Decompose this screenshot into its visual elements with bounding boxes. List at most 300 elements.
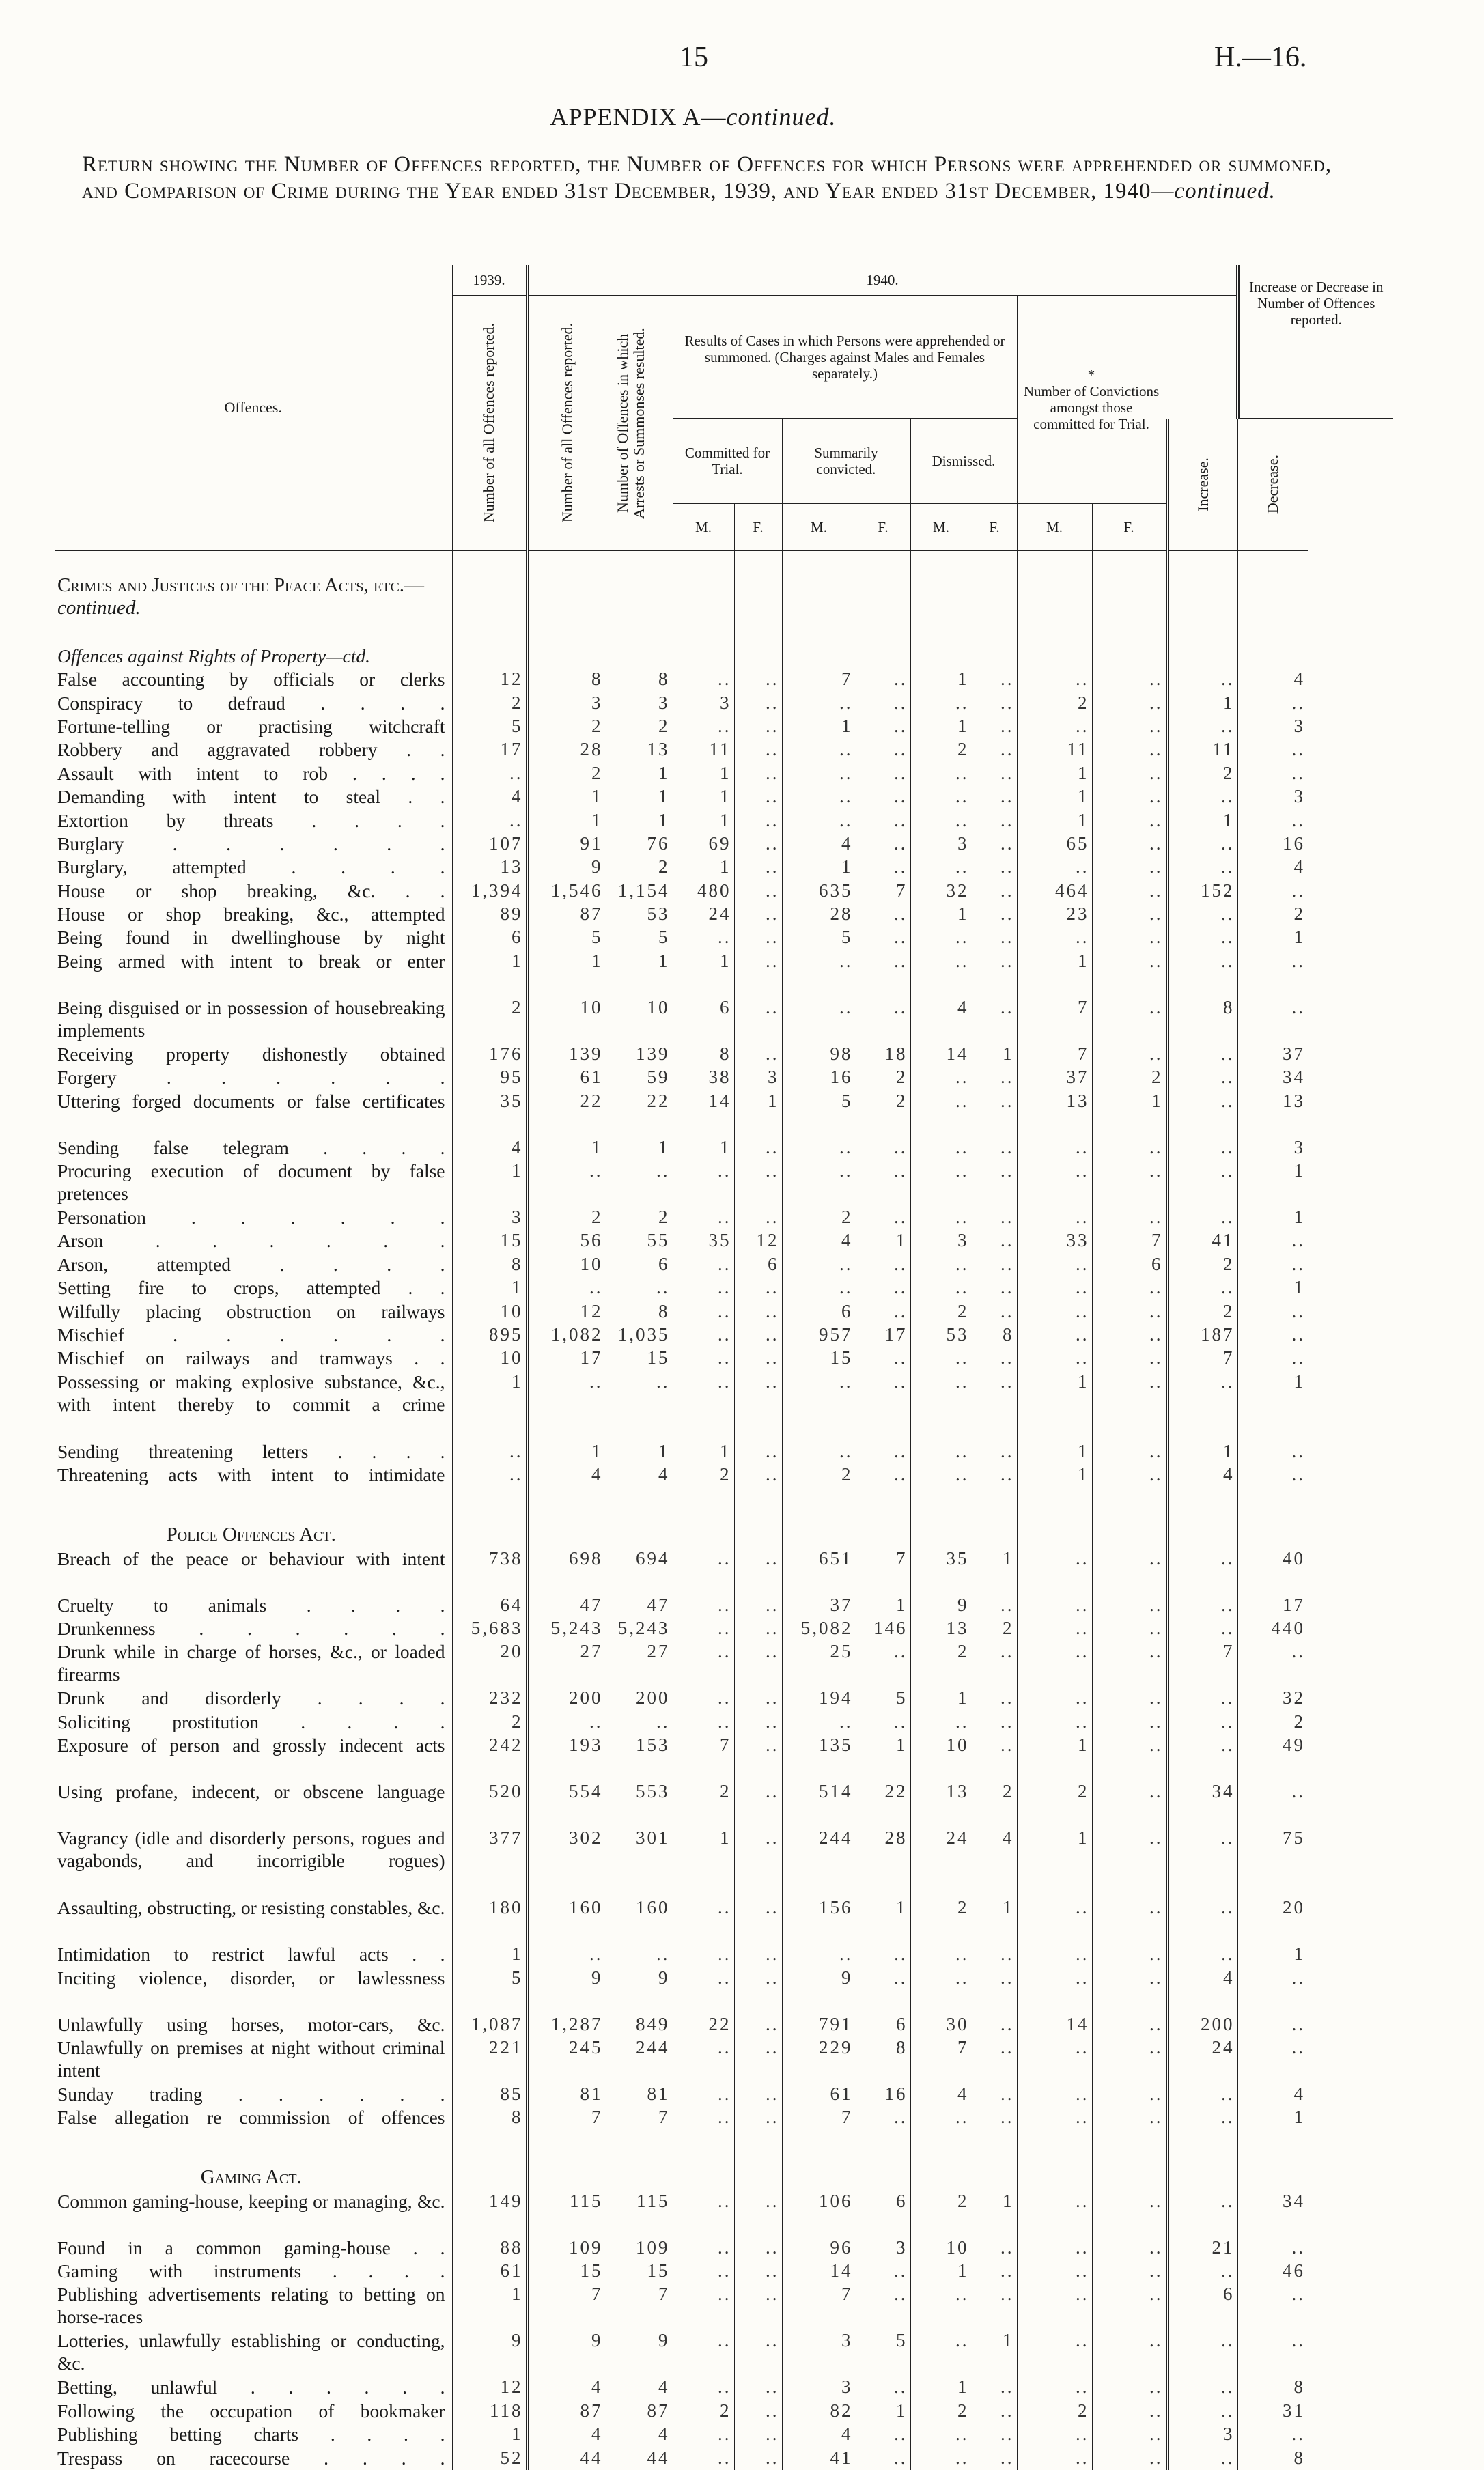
cell-value: .. (1017, 926, 1092, 949)
offence-name: Publishing betting charts . . . . (55, 2423, 452, 2446)
cell-value: 1 (527, 785, 606, 809)
cell-value: 180 (452, 1896, 527, 1943)
cell-value: 10 (606, 996, 673, 1043)
table-row (55, 903, 1393, 926)
spacer-row (55, 1510, 1393, 1524)
cell-value: .. (673, 1253, 734, 1276)
cell-value: 1 (856, 1896, 910, 1943)
cell-value: 4 (1237, 856, 1308, 879)
cell-value: .. (734, 880, 782, 903)
cell-value: .. (1167, 1276, 1237, 1300)
cell-value: 34 (1237, 1066, 1308, 1089)
cell-value: .. (1167, 856, 1237, 879)
cell-value: .. (673, 1617, 734, 1640)
cell-value: .. (734, 785, 782, 809)
cell-value: 1 (1237, 1276, 1308, 1300)
cell-value: 10 (910, 1734, 972, 1780)
cell-value: .. (673, 2329, 734, 2376)
cell-value: 55 (606, 1229, 673, 1252)
cell-value: 8 (606, 1300, 673, 1323)
cell-value: 7 (527, 2283, 606, 2329)
cell-value: 1 (972, 1896, 1017, 1943)
table-row (55, 1640, 1393, 1687)
offence-name: Possessing or making explosive substance, &c., with intent thereby to commit a crime (55, 1371, 452, 1440)
cell-value: .. (972, 1371, 1017, 1440)
cell-value: 377 (452, 1827, 527, 1896)
cell-value: .. (910, 1463, 972, 1510)
cell-value: .. (1092, 926, 1167, 949)
cell-value: .. (856, 2423, 910, 2446)
cell-value: .. (910, 1943, 972, 1966)
cell-value: .. (910, 926, 972, 949)
offence-name: Sunday trading . . . . . . (55, 2083, 452, 2106)
cell-value: .. (673, 2236, 734, 2260)
cell-value: .. (527, 1276, 606, 1300)
cell-value: 4 (606, 1463, 673, 1510)
cell-value: .. (1167, 1090, 1237, 1136)
cell-value: 553 (606, 1780, 673, 1827)
cell-value: .. (972, 950, 1017, 996)
document-reference: H.—16. (1214, 41, 1306, 74)
cell-value: .. (1017, 2190, 1092, 2236)
cell-value: .. (673, 1323, 734, 1347)
table-row (55, 926, 1393, 949)
cell-value: 1 (452, 1943, 527, 1966)
cell-value: .. (734, 1440, 782, 1463)
cell-value: 4 (452, 785, 527, 809)
increase-decrease-header: Increase or Decrease in Number of Offences reported. (1237, 265, 1393, 419)
cell-value: .. (1092, 2106, 1167, 2152)
cell-value: .. (1092, 1547, 1167, 1594)
cell-value: 7 (782, 2283, 856, 2329)
cell-value: .. (1017, 1323, 1092, 1347)
cell-value: 1 (1017, 785, 1092, 809)
convictions-f-header: F. (1092, 504, 1167, 551)
cell-value: .. (972, 1640, 1017, 1687)
cell-value: .. (1167, 2190, 1237, 2236)
title-suffix: continued. (1175, 179, 1276, 204)
cell-value: .. (1167, 926, 1237, 949)
table-row (55, 1594, 1393, 1617)
cell-value: 3 (734, 1066, 782, 1089)
cell-value: 87 (606, 2400, 673, 2423)
cell-value: .. (856, 2376, 910, 2399)
table-row (55, 996, 1393, 1043)
cell-value: 30 (910, 2013, 972, 2036)
cell-value: 4 (1167, 1463, 1237, 1510)
cell-value: .. (1092, 1896, 1167, 1943)
cell-value: 3 (606, 692, 673, 715)
cell-value: 5,243 (606, 1617, 673, 1640)
cell-value: .. (972, 1711, 1017, 1734)
cell-value: .. (734, 2106, 782, 2152)
cell-value: 13 (452, 856, 527, 879)
cell-value: 1 (1167, 692, 1237, 715)
offence-name: Personation . . . . . . (55, 1206, 452, 1229)
cell-value: 14 (782, 2260, 856, 2283)
cell-value: 8 (1237, 2447, 1308, 2470)
cell-value: 4 (1237, 2083, 1308, 2106)
cell-value: .. (734, 1136, 782, 1160)
cell-value: 14 (910, 1043, 972, 1066)
cell-value: .. (1167, 1734, 1237, 1780)
cell-value: 18 (856, 1043, 910, 1066)
cell-value: .. (673, 715, 734, 738)
cell-value: .. (734, 996, 782, 1043)
cell-value: 2 (910, 1300, 972, 1323)
cell-value: .. (1167, 2329, 1237, 2376)
cell-value: 12 (452, 2376, 527, 2399)
cell-value: .. (972, 2400, 1017, 2423)
cell-value: .. (972, 2423, 1017, 2446)
cell-value: 15 (782, 1347, 856, 1370)
cell-value: 34 (1167, 1780, 1237, 1827)
table-row (55, 2260, 1393, 2283)
cell-value: 1 (856, 1229, 910, 1252)
table-row (55, 2447, 1393, 2470)
cell-value: 16 (1237, 832, 1308, 856)
cell-value: .. (1017, 1300, 1092, 1323)
cell-value: 6 (782, 1300, 856, 1323)
cell-value: .. (1237, 996, 1308, 1043)
cell-value: .. (673, 1300, 734, 1323)
cell-value: .. (1167, 715, 1237, 738)
cell-value: .. (910, 809, 972, 832)
cell-value: .. (673, 1943, 734, 1966)
offence-name: Inciting violence, disorder, or lawlessness (55, 1967, 452, 2013)
cell-value: .. (972, 1687, 1017, 1710)
convictions-header (1017, 296, 1167, 504)
cell-value: 9 (782, 1967, 856, 2013)
cell-value: .. (1237, 2036, 1308, 2083)
cell-value: 464 (1017, 880, 1092, 903)
cell-value: .. (1167, 2447, 1237, 2470)
cell-value: 139 (527, 1043, 606, 1066)
cell-value: 200 (606, 1687, 673, 1710)
table-row (55, 2329, 1393, 2376)
cell-value: 149 (452, 2190, 527, 2236)
cell-value: .. (673, 2447, 734, 2470)
offence-name: Extortion by threats . . . . (55, 809, 452, 832)
cell-value: 22 (527, 1090, 606, 1136)
cell-value: 160 (606, 1896, 673, 1943)
cell-value: .. (856, 692, 910, 715)
offence-name: Using profane, indecent, or obscene language (55, 1780, 452, 1827)
cell-value: .. (1017, 2283, 1092, 2329)
table-row (55, 880, 1393, 903)
offence-name: Unlawfully on premises at night without criminal intent (55, 2036, 452, 2083)
cell-value: 27 (606, 1640, 673, 1687)
cell-value: .. (1092, 2260, 1167, 2283)
cell-value: .. (782, 1276, 856, 1300)
cell-value: .. (1237, 762, 1308, 785)
cell-value: .. (1092, 1300, 1167, 1323)
results-header: Results of Cases in which Persons were apprehended or summoned. (Charges against Males and Females separately.) (673, 296, 1017, 419)
cell-value: .. (1017, 2447, 1092, 2470)
cell-value: .. (1017, 1253, 1092, 1276)
offence-name: False allegation re commission of offences (55, 2106, 452, 2152)
cell-value: 194 (782, 1687, 856, 1710)
table-row (55, 2013, 1393, 2036)
cell-value: 37 (782, 1594, 856, 1617)
appendix-label: APPENDIX A— (550, 103, 727, 130)
cell-value: 6 (1092, 1253, 1167, 1276)
table-row (55, 1206, 1393, 1229)
cell-value: 1 (606, 1136, 673, 1160)
cell-value: 109 (606, 2236, 673, 2260)
cell-value: .. (606, 1711, 673, 1734)
cell-value: .. (972, 1734, 1017, 1780)
reported-1939-header (452, 296, 527, 551)
cell-value: 20 (1237, 1896, 1308, 1943)
cell-value: 10 (452, 1347, 527, 1370)
cell-value: .. (1017, 856, 1092, 879)
table-row (55, 2283, 1393, 2329)
cell-value: 64 (452, 1594, 527, 1617)
cell-value: .. (972, 880, 1017, 903)
cell-value: 1,287 (527, 2013, 606, 2036)
cell-value: .. (972, 1136, 1017, 1160)
cell-value: 69 (673, 832, 734, 856)
cell-value: .. (1092, 996, 1167, 1043)
cell-value: .. (782, 1160, 856, 1206)
cell-value: 4 (782, 832, 856, 856)
appendix-suffix: continued. (727, 103, 837, 130)
cell-value: 2 (910, 2400, 972, 2423)
cell-value: .. (910, 1090, 972, 1136)
cell-value: .. (1092, 1206, 1167, 1229)
cell-value: .. (673, 1160, 734, 1206)
cell-value: .. (1092, 2190, 1167, 2236)
cell-value: 1 (452, 1276, 527, 1300)
cell-value: 7 (606, 2106, 673, 2152)
table-row (55, 1066, 1393, 1089)
cell-value: 152 (1167, 880, 1237, 903)
cell-value: .. (1017, 1967, 1092, 2013)
cell-value: 4 (1167, 1967, 1237, 2013)
cell-value: .. (1092, 2400, 1167, 2423)
cell-value: .. (856, 1160, 910, 1206)
cell-value: 302 (527, 1827, 606, 1896)
cell-value: 4 (527, 2376, 606, 2399)
cell-value: 1 (527, 950, 606, 996)
table-row (55, 1463, 1393, 1510)
cell-value: .. (972, 2083, 1017, 2106)
cell-value: .. (673, 2036, 734, 2083)
cell-value: 2 (1167, 762, 1237, 785)
cell-value: 1 (856, 2400, 910, 2423)
offence-name: Assault with intent to rob . . . . (55, 762, 452, 785)
cell-value: .. (972, 715, 1017, 738)
cell-value: 2 (452, 692, 527, 715)
table-row (55, 738, 1393, 761)
cell-value: .. (782, 950, 856, 996)
cell-value: .. (1092, 2329, 1167, 2376)
cell-value: 156 (782, 1896, 856, 1943)
cell-value: 232 (452, 1687, 527, 1710)
cell-value: 13 (606, 738, 673, 761)
cell-value: 10 (452, 1300, 527, 1323)
cell-value: .. (1017, 2329, 1092, 2376)
cell-value: 160 (527, 1896, 606, 1943)
cell-value: 38 (673, 1066, 734, 1089)
cell-value: .. (734, 715, 782, 738)
cell-value: 1 (782, 856, 856, 879)
cell-value: .. (782, 1136, 856, 1160)
cell-value: 1 (856, 1734, 910, 1780)
offence-name: Breach of the peace or behaviour with intent (55, 1547, 452, 1594)
cell-value: .. (734, 1734, 782, 1780)
cell-value: .. (1167, 2400, 1237, 2423)
cell-value: 9 (527, 2329, 606, 2376)
cell-value: .. (972, 2013, 1017, 2036)
cell-value: 1 (972, 1043, 1017, 1066)
cell-value: 244 (606, 2036, 673, 2083)
offences-column-header: Offences. (55, 265, 452, 551)
table-row (55, 2400, 1393, 2423)
cell-value: .. (856, 1943, 910, 1966)
cell-value: .. (452, 762, 527, 785)
cell-value: 4 (452, 1136, 527, 1160)
cell-value: 5 (606, 926, 673, 949)
offence-name: Demanding with intent to steal . . (55, 785, 452, 809)
cell-value: .. (734, 1463, 782, 1510)
cell-value: 1 (1017, 809, 1092, 832)
title-text: Return showing the Number of Offences reported, the Number of Offences for which Persons were apprehended or summoned, and Comparison of Crime during the Year ended 31st December, 1939, and Year ended 31st December, 1940— (82, 152, 1332, 204)
cell-value: 24 (673, 903, 734, 926)
cell-value: .. (856, 668, 910, 691)
cell-value: .. (1092, 1687, 1167, 1710)
offence-name: Gaming with instruments . . . . (55, 2260, 452, 2283)
cell-value: .. (673, 2283, 734, 2329)
table-row (55, 1253, 1393, 1276)
cell-value: .. (1092, 1967, 1167, 2013)
cell-value: .. (734, 1943, 782, 1966)
cell-value: .. (972, 785, 1017, 809)
cell-value: 16 (856, 2083, 910, 2106)
cell-value: 20 (452, 1640, 527, 1687)
cell-value: .. (1092, 668, 1167, 691)
cell-value: .. (856, 2260, 910, 2283)
cell-value: 2 (606, 856, 673, 879)
cell-value: .. (1092, 903, 1167, 926)
cell-value: 7 (606, 2283, 673, 2329)
cell-value: .. (1237, 809, 1308, 832)
cell-value: .. (734, 2036, 782, 2083)
cell-value: .. (910, 2283, 972, 2329)
cell-value: .. (734, 2260, 782, 2283)
cell-value: 85 (452, 2083, 527, 2106)
table-row (55, 2423, 1393, 2446)
cell-value: 2 (782, 1463, 856, 1510)
cell-value: 8 (673, 1043, 734, 1066)
cell-value: .. (673, 1347, 734, 1370)
cell-value: 2 (910, 1640, 972, 1687)
cell-value: .. (1092, 2013, 1167, 2036)
cell-value: .. (734, 692, 782, 715)
offence-name: Being armed with intent to break or enter (55, 950, 452, 996)
cell-value: 229 (782, 2036, 856, 2083)
cell-value: .. (673, 2423, 734, 2446)
cell-value: 13 (1017, 1090, 1092, 1136)
cell-value: .. (734, 2376, 782, 2399)
cell-value: .. (1092, 2236, 1167, 2260)
cell-value: .. (1167, 785, 1237, 809)
convictions-label: Number of Convictions amongst those committed for Trial. (1019, 383, 1164, 432)
cell-value: .. (1017, 2423, 1092, 2446)
cell-value: 2 (1167, 1253, 1237, 1276)
cell-value: .. (972, 762, 1017, 785)
cell-value: .. (1092, 762, 1167, 785)
cell-value: 53 (910, 1323, 972, 1347)
offence-name: Common gaming-house, keeping or managing, &c. (55, 2190, 452, 2236)
spacer-row (55, 621, 1393, 644)
cell-value: 5 (452, 1967, 527, 2013)
cell-value: 440 (1237, 1617, 1308, 1640)
cell-value: 146 (856, 1617, 910, 1640)
cell-value: .. (972, 1229, 1017, 1252)
cell-value: 33 (1017, 1229, 1092, 1252)
decrease-label: Decrease. (1265, 455, 1281, 514)
cell-value: 91 (527, 832, 606, 856)
cell-value: 25 (782, 1640, 856, 1687)
cell-value: .. (673, 1687, 734, 1710)
cell-value: .. (1017, 1347, 1092, 1370)
cell-value: 17 (1237, 1594, 1308, 1617)
cell-value: .. (1017, 1640, 1092, 1687)
cell-value: .. (673, 1371, 734, 1440)
cell-value: 1 (856, 1594, 910, 1617)
cell-value: 1 (452, 1160, 527, 1206)
cell-value: 2 (1017, 2400, 1092, 2423)
cell-value: .. (606, 1160, 673, 1206)
cell-value: .. (673, 1276, 734, 1300)
cell-value: 1 (673, 1136, 734, 1160)
table-row (55, 1617, 1393, 1640)
cell-value: .. (734, 1347, 782, 1370)
table-row (55, 1090, 1393, 1136)
cell-value: .. (972, 2106, 1017, 2152)
offence-name: Drunkenness . . . . . . (55, 1617, 452, 1640)
cell-value: .. (1237, 1780, 1308, 1827)
cell-value: 87 (527, 2400, 606, 2423)
section-heading-police: Police Offences Act. (55, 1524, 452, 1547)
cell-value: .. (972, 856, 1017, 879)
cell-value: .. (673, 2260, 734, 2283)
cell-value: .. (1167, 832, 1237, 856)
cell-value: .. (673, 1594, 734, 1617)
dismissed-f-header: F. (972, 504, 1017, 551)
cell-value: 9 (527, 856, 606, 879)
offence-name: Procuring execution of document by false pretences (55, 1160, 452, 1206)
cell-value: .. (972, 1090, 1017, 1136)
cell-value: .. (910, 1206, 972, 1229)
cell-value: .. (1237, 880, 1308, 903)
cell-value: 1 (606, 809, 673, 832)
cell-value: .. (910, 1160, 972, 1206)
cell-value: .. (673, 1547, 734, 1594)
decrease-header (1237, 419, 1308, 551)
cell-value: .. (734, 832, 782, 856)
cell-value: .. (910, 762, 972, 785)
cell-value: 2 (1237, 903, 1308, 926)
cell-value: .. (1237, 2013, 1308, 2036)
cell-value: .. (910, 1066, 972, 1089)
table-row (55, 2190, 1393, 2236)
cell-value: 193 (527, 1734, 606, 1780)
cell-value: .. (673, 2083, 734, 2106)
offence-name: Sending threatening letters . . . . (55, 1440, 452, 1463)
